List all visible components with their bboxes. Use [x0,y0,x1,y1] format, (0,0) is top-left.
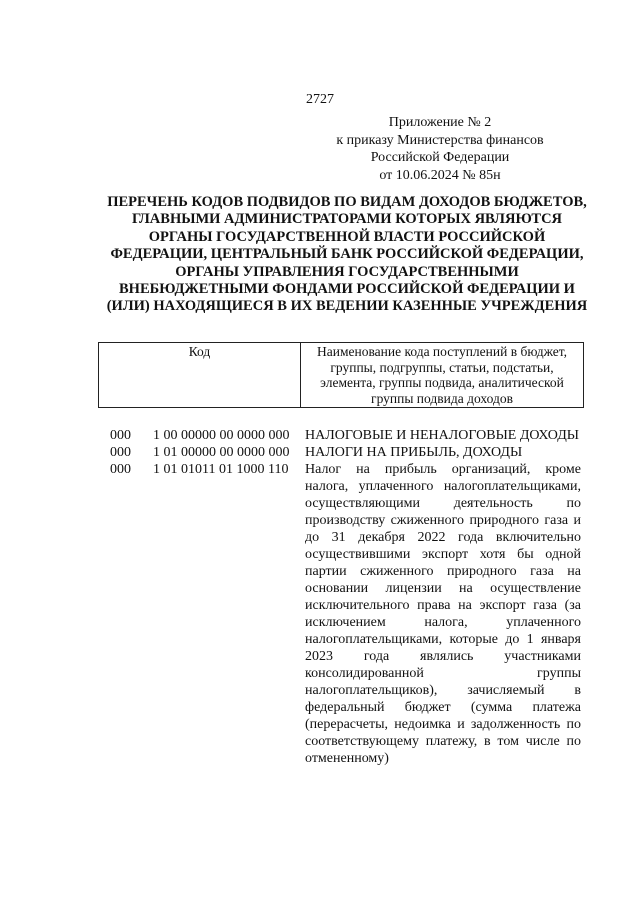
income-code: 1 01 00000 00 0000 000 [153,445,290,460]
column-header-code: Код [99,343,301,408]
table-header [98,342,584,408]
admin-code: 000 [110,428,131,443]
appendix-line: к приказу Министерства финансов [336,132,544,148]
income-name: НАЛОГОВЫЕ И НЕНАЛОГОВЫЕ ДОХОДЫ [305,428,579,443]
admin-code: 000 [110,462,131,477]
table-header-row [99,343,584,408]
income-name: НАЛОГИ НА ПРИБЫЛЬ, ДОХОДЫ [305,445,523,460]
table-body [110,427,584,767]
page-number: 2727 [306,92,334,107]
income-code: 1 01 01011 01 1000 110 [153,462,289,477]
table-row [110,427,584,444]
appendix-line: Приложение № 2 [388,115,492,130]
document-title: ПЕРЕЧЕНЬ КОДОВ ПОДВИДОВ ПО ВИДАМ ДОХОДОВ БЮДЖЕТОВ, ГЛАВНЫМИ АДМИНИСТРАТОРАМИ КОТОРЫХ ЯВЛЯЮТСЯ ОРГАНЫ ГОСУДАРСТВЕННОЙ ВЛАСТИ РОССИЙСКОЙ ФЕДЕРАЦИИ, ЦЕНТРАЛЬНЫЙ БАНК РОССИЙСКОЙ ФЕДЕРАЦИИ, ОРГАНЫ УПРАВЛЕНИЯ ГОСУДАРСТВЕННЫМИ ВНЕБЮДЖЕТНЫМИ ФОНДАМИ РОССИЙСКОЙ ФЕДЕРАЦИИ И (ИЛИ) НАХОДЯЩИЕСЯ В ИХ ВЕДЕНИИ КАЗЕННЫЕ УЧРЕЖДЕНИЯ [106,194,588,315]
appendix-line: Российской Федерации [370,150,510,165]
income-code: 1 00 00000 00 0000 000 [153,428,290,443]
column-header-name: Наименование кода поступлений в бюджет, группы, подгруппы, статьи, подстатьи, элемента, группы подвида, аналитической группы подвида доходов [301,343,584,408]
admin-code: 000 [110,445,131,460]
appendix-line: от 10.06.2024 № 85н [379,167,501,183]
table-row [110,444,584,461]
income-name: Налог на прибыль организаций, кроме налога, уплаченного налогоплательщиками, осуществляющими деятельность по производству сжиженного природного газа и до 31 декабря 2022 года включительно осуществившими экспорт хотя бы одной партии сжиженного природного газа на основании лицензии на осуществление исключительного права на экспорт газа (за исключением налога, уплаченного налогоплательщиками, которые до 1 января 2023 года являлись участниками консолидированной группы налогоплательщиков), зачисляемый в федеральный бюджет (сумма платежа (перерасчеты, недоимка и задолженность по соответствующему платежу, в том числе по отмененному) [305,462,581,766]
appendix-reference [310,114,570,184]
table-row [110,461,584,767]
